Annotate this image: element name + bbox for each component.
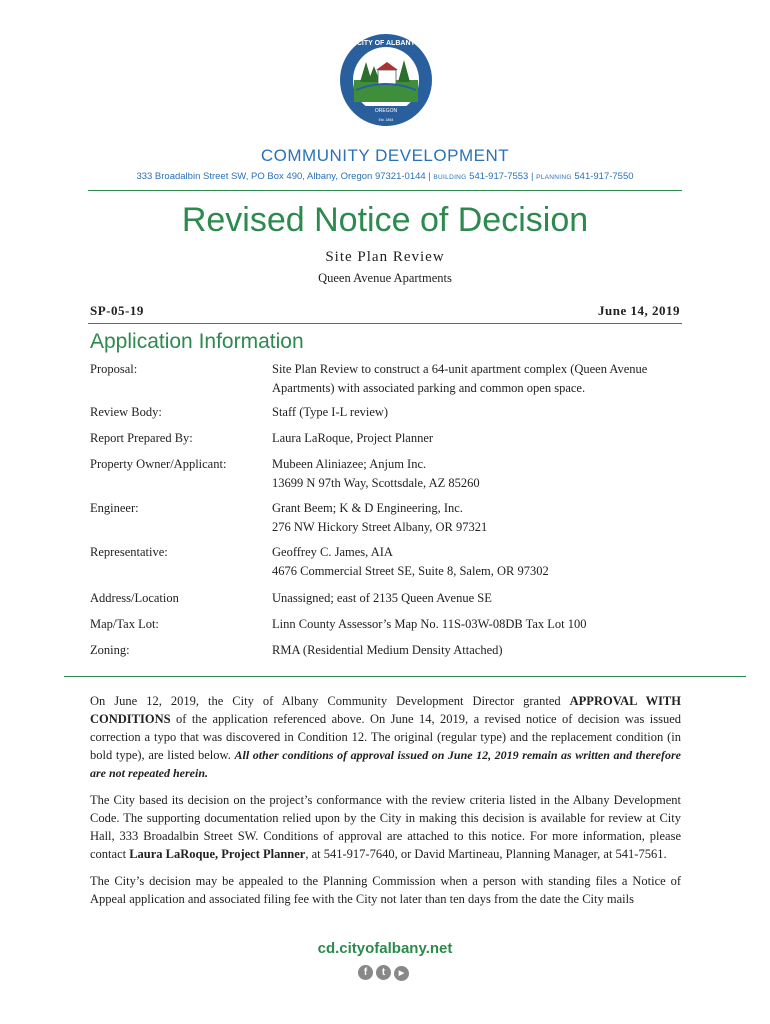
decision-paragraph: [90, 692, 681, 782]
notice-title: Revised Notice of Decision: [181, 201, 589, 239]
info-label: Address/Location: [90, 591, 179, 605]
info-value: [272, 543, 702, 581]
twitter-icon[interactable]: t: [376, 965, 391, 980]
info-label: Proposal:: [90, 362, 138, 376]
contact-name: Laura LaRoque, Project Planner: [129, 847, 306, 861]
planning-label: PLANNING: [536, 174, 572, 181]
project-name: Queen Avenue Apartments: [318, 271, 452, 285]
info-value: Unassigned; east of 2135 Queen Avenue SE: [272, 591, 492, 605]
department-address-line: [0, 171, 770, 182]
department-title: COMMUNITY DEVELOPMENT: [260, 146, 510, 165]
approval-status: APPROVAL WITH CONDITIONS: [90, 694, 681, 726]
footer-website-link[interactable]: cd.cityofalbany.net: [317, 940, 453, 957]
info-label: Engineer:: [90, 501, 139, 515]
info-label: Report Prepared By:: [90, 431, 193, 445]
info-value-line: 13699 N 97th Way, Scottsdale, AZ 85260: [272, 476, 480, 490]
conditions-note: All other conditions of approval issued on June 12, 2019 remain as written and therefore are not repeated herein.: [90, 748, 681, 780]
info-value: Staff (Type I-L review): [272, 405, 389, 419]
info-value-line: 4676 Commercial Street SE, Suite 8, Salem, OR 97302: [272, 564, 549, 578]
basis-paragraph: [90, 791, 681, 863]
info-value-line: Mubeen Aliniazee; Anjum Inc.: [272, 457, 427, 471]
title-divider: [88, 323, 682, 324]
seal-est: Est. 1864: [378, 118, 394, 122]
facebook-icon[interactable]: f: [358, 965, 373, 980]
social-links: [358, 962, 414, 978]
info-value: [272, 455, 702, 493]
case-number: SP-05-19: [90, 303, 144, 318]
notice-subtitle: Site Plan Review: [325, 249, 445, 265]
text-run: On June 12, 2019, the City of Albany Community Development Director granted: [90, 694, 570, 708]
info-label: Property Owner/Applicant:: [90, 457, 227, 471]
info-value-line: 276 NW Hickory Street Albany, OR 97321: [272, 520, 488, 534]
info-value: RMA (Residential Medium Density Attached): [272, 643, 503, 657]
info-label: Zoning:: [90, 643, 130, 657]
department-address: 333 Broadalbin Street SW, PO Box 490, Albany, Oregon 97321-0144 |: [136, 171, 431, 182]
info-value: [272, 499, 702, 537]
info-value-line: Site Plan Review to construct a 64-unit apartment complex (Queen Avenue: [272, 362, 648, 376]
youtube-icon[interactable]: ▶: [394, 966, 409, 981]
info-value: [272, 360, 702, 398]
city-seal-logo: [338, 22, 434, 142]
header-divider: [88, 190, 682, 191]
building-phone: 541-917-7553 |: [469, 171, 534, 182]
info-value-line: Geoffrey C. James, AIA: [272, 545, 393, 559]
info-divider: [64, 676, 746, 677]
notice-date: June 14, 2019: [598, 303, 680, 318]
decision-body: [90, 692, 681, 917]
info-label: Review Body:: [90, 405, 162, 419]
appeal-paragraph: The City’s decision may be appealed to the Planning Commission when a person with standing files a Notice of Appeal application and associated filing fee with the City not later than ten days from the date the City mails: [90, 874, 681, 906]
building-label: BUILDING: [433, 174, 467, 181]
text-run: , at 541-917-7640, or David Martineau, Planning Manager, at 541-7561.: [305, 847, 667, 861]
info-label: Map/Tax Lot:: [90, 617, 159, 631]
seal-text-top: CITY OF ALBANY: [356, 40, 416, 47]
info-label: Representative:: [90, 545, 168, 559]
info-value: Linn County Assessor’s Map No. 11S-03W-08DB Tax Lot 100: [272, 617, 587, 631]
info-value-line: Grant Beem; K & D Engineering, Inc.: [272, 501, 463, 515]
application-info-heading: Application Information: [90, 330, 304, 353]
seal-text-bottom: OREGON: [374, 108, 398, 114]
info-value-line: Apartments) with associated parking and common open space.: [272, 381, 586, 395]
text-run: of the application referenced above. On June 14, 2019, a revised notice of decision was issued correction a typo that was discovered in Condition 12. The original (regular type) and the replacement condition (in bold type), are listed below.: [90, 712, 681, 762]
text-run: The City based its decision on the project’s conformance with the review criteria listed in the Albany Development Code. The supporting documentation relied upon by the City in making this decision is available for review at City Hall, 333 Broadalbin Street SW. Conditions of approval are attached to this notice. For more information, please contact: [90, 793, 681, 861]
info-value: Laura LaRoque, Project Planner: [272, 431, 434, 445]
planning-phone: 541-917-7550: [574, 171, 634, 182]
